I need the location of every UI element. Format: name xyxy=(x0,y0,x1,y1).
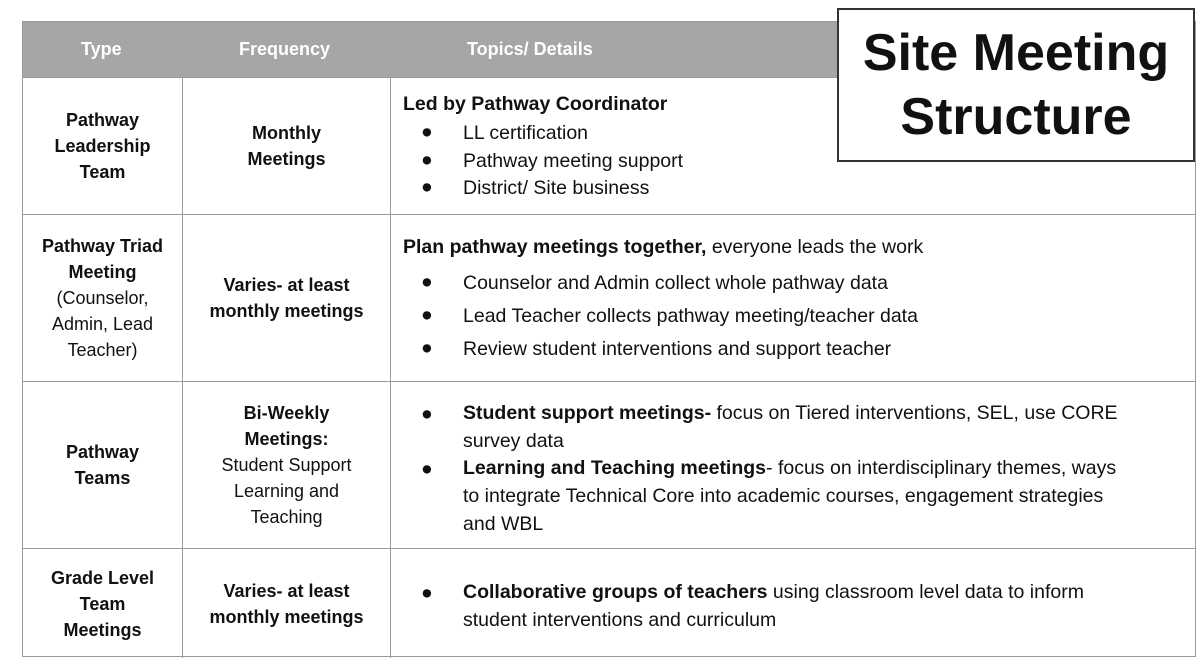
bullet-text: Student support meetings- focus on Tiered interventions, SEL, use CORE survey data xyxy=(463,402,1118,452)
bullet-text: Review student interventions and support teacher xyxy=(463,338,892,360)
bullet-text: Pathway meeting support xyxy=(463,150,684,172)
row-type: Pathway Triad Meeting (Counselor, Admin, Lead Teacher) xyxy=(23,215,183,381)
title-line-2: Structure xyxy=(900,88,1132,146)
header-type: Type xyxy=(81,39,122,59)
bullet-icon: ● xyxy=(421,403,433,425)
bullet-icon: ● xyxy=(421,458,433,480)
row-frequency: Varies- at least monthly meetings xyxy=(183,215,391,381)
bullet-text: District/ Site business xyxy=(463,177,650,199)
title-line-1: Site Meeting xyxy=(862,24,1170,82)
bullet-icon: ● xyxy=(421,149,433,171)
row-details xyxy=(391,382,1195,548)
bullet-icon: ● xyxy=(421,121,433,143)
row-details xyxy=(391,549,1195,658)
header-frequency: Frequency xyxy=(239,39,331,59)
bullet-icon: ● xyxy=(421,304,433,326)
bullet-text: Counselor and Admin collect whole pathway data xyxy=(463,272,888,294)
table-row xyxy=(23,214,1195,381)
row-type: Pathway Teams xyxy=(23,382,183,548)
bullet-icon: ● xyxy=(421,176,433,198)
bullet-text: Learning and Teaching meetings- focus on interdisciplinary themes, ways to integrate Technical Core into academic courses, engagement strategies and WBL xyxy=(463,457,1117,535)
bullet-icon: ● xyxy=(421,271,433,293)
bullet-text: LL certification xyxy=(463,122,589,144)
row-type: Grade Level Team Meetings xyxy=(23,549,183,658)
title-box xyxy=(837,8,1195,162)
row-type: Pathway Leadership Team xyxy=(23,78,183,214)
row-frequency: Varies- at least monthly meetings xyxy=(183,549,391,658)
row-frequency: Bi-Weekly Meetings: Student Support Learning and Teaching xyxy=(183,382,391,548)
row-details xyxy=(391,215,1195,381)
bullet-icon: ● xyxy=(421,337,433,359)
table-row xyxy=(23,381,1195,548)
bullet-text: Lead Teacher collects pathway meeting/teacher data xyxy=(463,305,918,327)
bullet-text: Collaborative groups of teachers using classroom level data to inform student interventions and curriculum xyxy=(463,581,1084,631)
row-frequency: Monthly Meetings xyxy=(183,78,391,214)
details-lead: Plan pathway meetings together, everyone leads the work xyxy=(403,236,924,258)
table-row xyxy=(23,548,1195,658)
details-lead: Led by Pathway Coordinator xyxy=(403,93,668,115)
bullet-icon: ● xyxy=(421,582,433,604)
header-details: Topics/ Details xyxy=(467,39,593,59)
